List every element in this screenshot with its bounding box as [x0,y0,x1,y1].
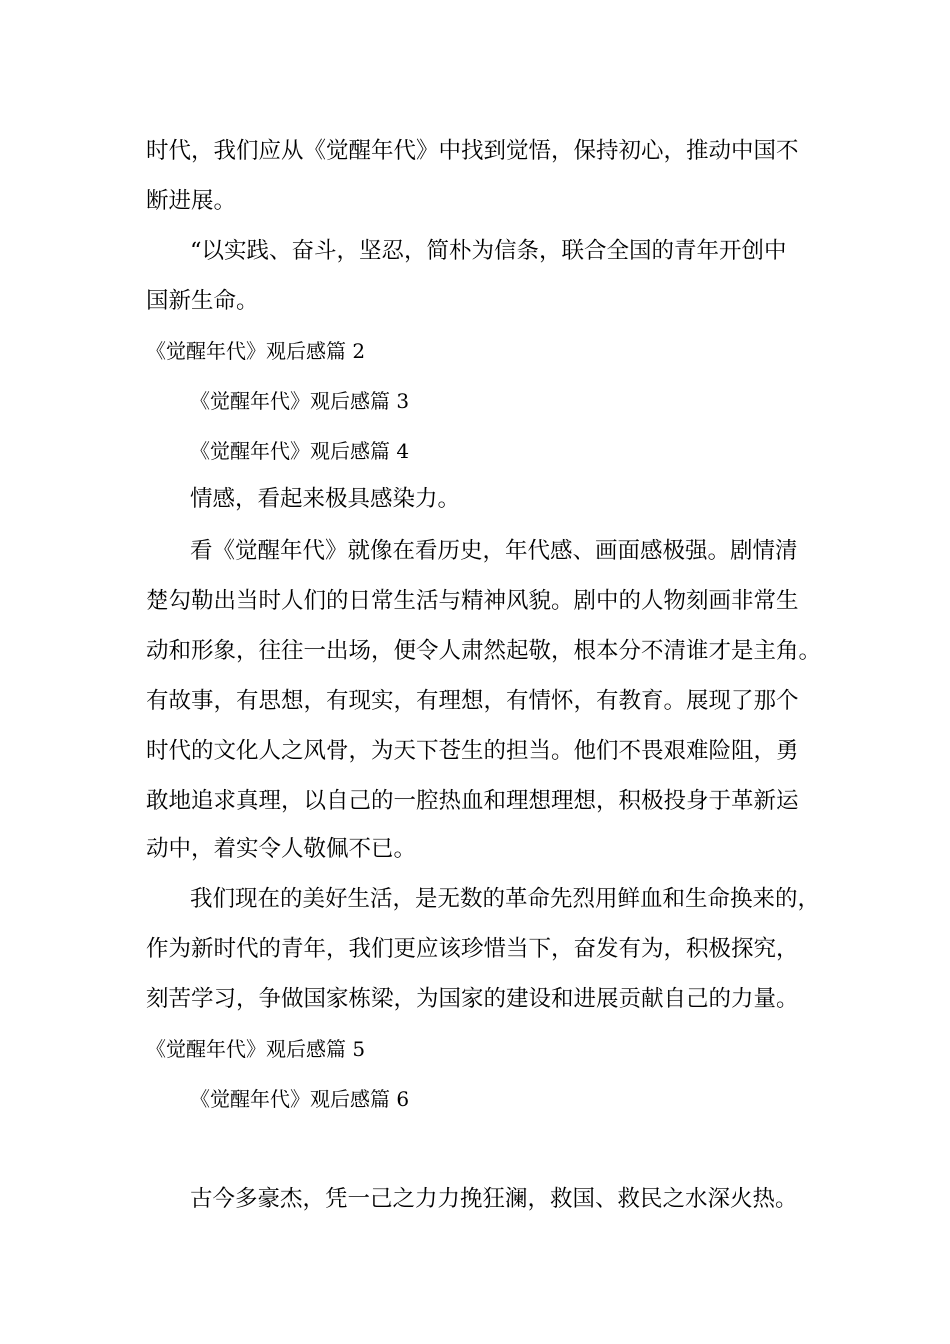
paragraph-line: 时代，我们应从《觉醒年代》中找到觉悟，保持初心，推动中国不 [146,138,799,164]
paragraph-line: 古今多豪杰，凭一己之力力挽狂澜，救国、救民之水深火热。 [190,1186,798,1212]
section-heading: 《觉醒年代》观后感篇 6 [190,1087,410,1111]
section-heading: 《觉醒年代》观后感篇 5 [146,1037,366,1061]
section-heading: 《觉醒年代》观后感篇 3 [190,389,410,413]
paragraph-line: 看《觉醒年代》就像在看历史，年代感、画面感极强。剧情清 [190,538,798,564]
paragraph-line: 断进展。 [146,188,237,214]
section-heading: 《觉醒年代》观后感篇 2 [146,339,366,363]
paragraph-line: 我们现在的美好生活，是无数的革命先烈用鲜血和生命换来的， [190,886,821,912]
paragraph-line: 情感，看起来极具感染力。 [190,486,461,512]
paragraph-line: 楚勾勒出当时人们的日常生活与精神风貌。剧中的人物刻画非常生 [146,588,799,614]
paragraph-line: 作为新时代的青年，我们更应该珍惜当下，奋发有为，积极探究， [146,936,799,962]
paragraph-line: “以实践、奋斗，坚忍，简朴为信条，联合全国的青年开创中 [190,238,787,264]
paragraph-line: 动中，着实令人敬佩不已。 [146,836,417,862]
paragraph-line: 国新生命。 [146,288,259,314]
paragraph-line: 敢地追求真理，以自己的一腔热血和理想理想，积极投身于革新运 [146,788,799,814]
section-heading: 《觉醒年代》观后感篇 4 [190,439,410,463]
paragraph-line: 刻苦学习，争做国家栋梁，为国家的建设和进展贡献自己的力量。 [146,986,799,1012]
paragraph-line: 有故事，有思想，有现实，有理想，有情怀，有教育。展现了那个 [146,688,799,714]
paragraph-line: 动和形象，往往一出场，便令人肃然起敬，根本分不清谁才是主角。 [146,638,822,664]
paragraph-line: 时代的文化人之风骨，为天下苍生的担当。他们不畏艰难险阻，勇 [146,738,799,764]
